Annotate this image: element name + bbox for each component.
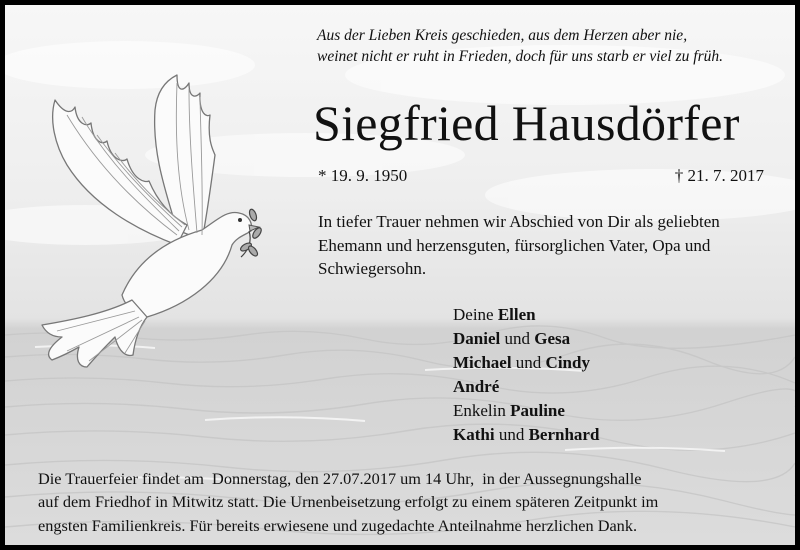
mourner-line	[453, 303, 599, 327]
birth-date: * 19. 9. 1950	[318, 166, 408, 185]
deceased-name: Siegfried Hausdörfer	[313, 95, 740, 151]
death-date: † 21. 7. 2017	[674, 166, 764, 185]
farewell-text	[318, 210, 778, 281]
mourner-line	[453, 375, 599, 399]
mourner-prefix: Enkelin	[453, 401, 511, 420]
funeral-line: auf dem Friedhof in Mitwitz statt. Die Urnenbeisetzung erfolgt zu einem späteren Zeitpunkt im	[38, 492, 659, 512]
mourner-name: André	[453, 377, 500, 396]
mourner-name: Gesa	[534, 329, 571, 348]
mourners-list	[453, 303, 599, 447]
mourner-name: Daniel	[453, 329, 501, 348]
memorial-verse-line: weinet nicht er ruht in Frieden, doch für uns starb er viel zu früh.	[317, 48, 723, 65]
funeral-line: engsten Familienkreis. Für bereits erwiesene und zugedachte Anteilnahme herzlichen Dank.	[38, 515, 638, 535]
mourner-line	[453, 351, 599, 375]
mourner-name: Kathi	[453, 425, 495, 444]
farewell-line: In tiefer Trauer nehmen wir Abschied von Dir als geliebten	[318, 212, 720, 231]
dove-icon	[27, 55, 267, 385]
farewell-line: Schwiegersohn.	[318, 259, 427, 279]
memorial-verse-line: Aus der Lieben Kreis geschieden, aus dem Herzen aber nie,	[317, 27, 688, 44]
mourner-prefix: Deine	[453, 305, 498, 324]
funeral-announcement	[38, 467, 768, 537]
mourner-name: Bernhard	[528, 425, 600, 444]
mourner-line	[453, 399, 599, 423]
mourner-conjunction: und	[500, 329, 535, 348]
mourner-name: Cindy	[545, 353, 590, 372]
mourner-conjunction: und	[511, 353, 546, 372]
funeral-line: Die Trauerfeier findet am Donnerstag, den 27.07.2017 um 14 Uhr, in der Aussegnungshalle	[38, 469, 642, 488]
mourner-conjunction: und	[494, 425, 529, 444]
mourner-name: Ellen	[497, 305, 536, 324]
mourner-name: Michael	[453, 353, 512, 372]
mourner-line	[453, 327, 599, 351]
mourner-name: Pauline	[510, 401, 565, 420]
memorial-verse	[317, 25, 787, 67]
farewell-line: Ehemann und herzensguten, fürsorglichen Vater, Opa und	[318, 235, 711, 255]
mourner-line	[453, 423, 599, 447]
